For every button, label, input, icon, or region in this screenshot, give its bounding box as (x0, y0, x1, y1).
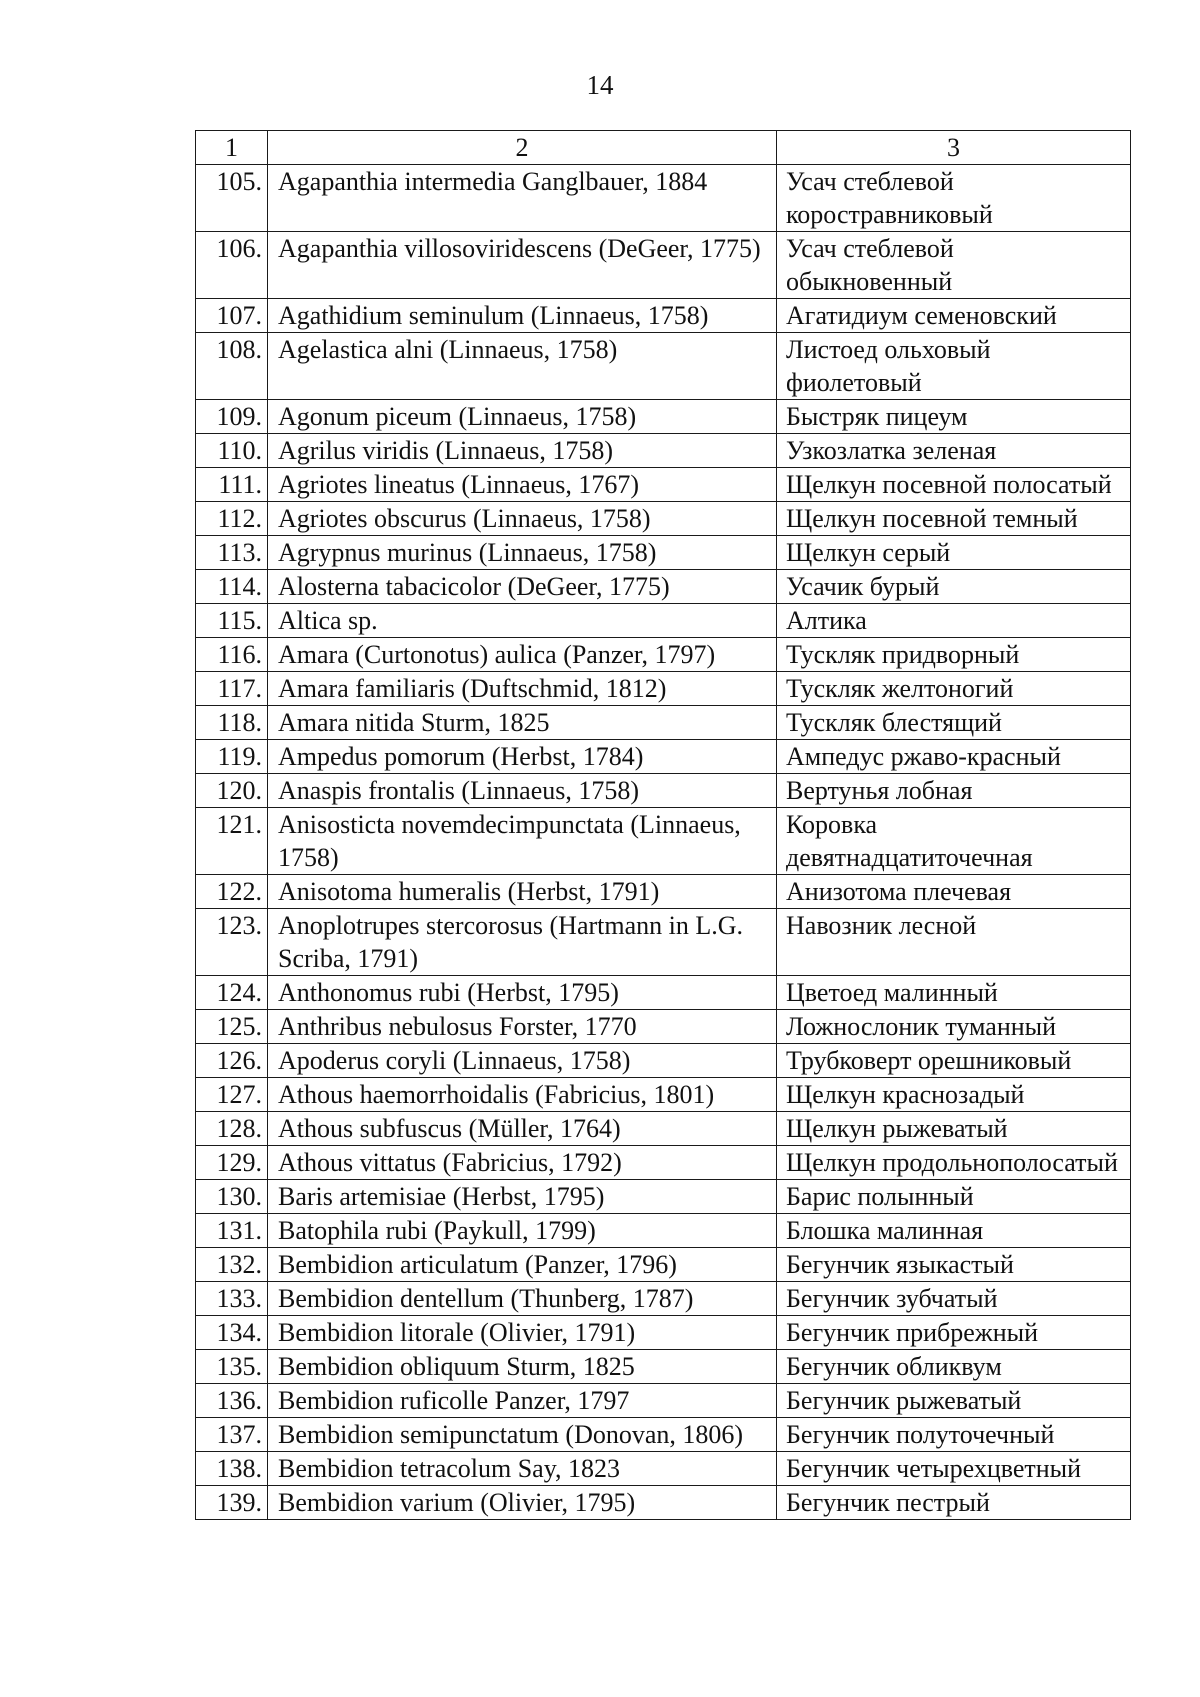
row-number: 115. (196, 604, 268, 638)
table-row (196, 1452, 1131, 1486)
row-number: 139. (196, 1486, 268, 1520)
table-row (196, 1214, 1131, 1248)
russian-name-cell: Трубковерт орешниковый (777, 1044, 1131, 1078)
table-row (196, 604, 1131, 638)
table-row (196, 232, 1131, 299)
russian-name-cell: Барис полынный (777, 1180, 1131, 1214)
latin-name-cell: Agathidium seminulum (Linnaeus, 1758) (268, 299, 777, 333)
column-header-russian-name: 3 (777, 131, 1131, 165)
russian-name-cell: Коровка девятнадцатиточечная (777, 808, 1131, 875)
column-header-latin-name: 2 (268, 131, 777, 165)
table-row (196, 299, 1131, 333)
table-row (196, 909, 1131, 976)
latin-name-cell: Athous subfuscus (Müller, 1764) (268, 1112, 777, 1146)
latin-name-cell: Agapanthia intermedia Ganglbauer, 1884 (268, 165, 777, 232)
latin-name-cell: Bembidion tetracolum Say, 1823 (268, 1452, 777, 1486)
russian-name-cell: Анизотома плечевая (777, 875, 1131, 909)
table-row (196, 1350, 1131, 1384)
table-row (196, 468, 1131, 502)
row-number: 106. (196, 232, 268, 299)
table-row (196, 1418, 1131, 1452)
russian-name-cell: Бегунчик прибрежный (777, 1316, 1131, 1350)
table-body (196, 165, 1131, 1520)
latin-name-cell: Bembidion articulatum (Panzer, 1796) (268, 1248, 777, 1282)
row-number: 124. (196, 976, 268, 1010)
row-number: 136. (196, 1384, 268, 1418)
table-row (196, 536, 1131, 570)
row-number: 133. (196, 1282, 268, 1316)
species-table (195, 130, 1131, 1520)
row-number: 108. (196, 333, 268, 400)
latin-name-cell: Baris artemisiae (Herbst, 1795) (268, 1180, 777, 1214)
row-number: 118. (196, 706, 268, 740)
russian-name-cell: Агатидиум семеновский (777, 299, 1131, 333)
table-row (196, 1282, 1131, 1316)
row-number: 127. (196, 1078, 268, 1112)
latin-name-cell: Anisotoma humeralis (Herbst, 1791) (268, 875, 777, 909)
row-number: 121. (196, 808, 268, 875)
russian-name-cell: Быстряк пицеум (777, 400, 1131, 434)
table-row (196, 976, 1131, 1010)
row-number: 123. (196, 909, 268, 976)
latin-name-cell: Ampedus pomorum (Herbst, 1784) (268, 740, 777, 774)
page-number: 14 (586, 70, 614, 100)
latin-name-cell: Apoderus coryli (Linnaeus, 1758) (268, 1044, 777, 1078)
latin-name-cell: Alosterna tabacicolor (DeGeer, 1775) (268, 570, 777, 604)
russian-name-cell: Бегунчик полуточечный (777, 1418, 1131, 1452)
table-row (196, 165, 1131, 232)
russian-name-cell: Тускляк придворный (777, 638, 1131, 672)
latin-name-cell: Anisosticta novemdecimpunctata (Linnaeus, 1758) (268, 808, 777, 875)
row-number: 117. (196, 672, 268, 706)
table-row (196, 1078, 1131, 1112)
table-row (196, 808, 1131, 875)
row-number: 110. (196, 434, 268, 468)
latin-name-cell: Agrypnus murinus (Linnaeus, 1758) (268, 536, 777, 570)
latin-name-cell: Amara familiaris (Duftschmid, 1812) (268, 672, 777, 706)
table-row (196, 1010, 1131, 1044)
russian-name-cell: Бегунчик рыжеватый (777, 1384, 1131, 1418)
table-row (196, 706, 1131, 740)
latin-name-cell: Amara (Curtonotus) aulica (Panzer, 1797) (268, 638, 777, 672)
latin-name-cell: Bembidion varium (Olivier, 1795) (268, 1486, 777, 1520)
table-row (196, 1112, 1131, 1146)
latin-name-cell: Anthonomus rubi (Herbst, 1795) (268, 976, 777, 1010)
latin-name-cell: Anaspis frontalis (Linnaeus, 1758) (268, 774, 777, 808)
latin-name-cell: Agriotes lineatus (Linnaeus, 1767) (268, 468, 777, 502)
russian-name-cell: Щелкун посевной полосатый (777, 468, 1131, 502)
table-row (196, 1486, 1131, 1520)
row-number: 138. (196, 1452, 268, 1486)
russian-name-cell: Щелкун посевной темный (777, 502, 1131, 536)
row-number: 114. (196, 570, 268, 604)
table-row (196, 434, 1131, 468)
latin-name-cell: Agrilus viridis (Linnaeus, 1758) (268, 434, 777, 468)
row-number: 111. (196, 468, 268, 502)
row-number: 128. (196, 1112, 268, 1146)
row-number: 116. (196, 638, 268, 672)
row-number: 131. (196, 1214, 268, 1248)
russian-name-cell: Вертунья лобная (777, 774, 1131, 808)
table-row (196, 875, 1131, 909)
latin-name-cell: Agonum piceum (Linnaeus, 1758) (268, 400, 777, 434)
latin-name-cell: Agriotes obscurus (Linnaeus, 1758) (268, 502, 777, 536)
row-number: 135. (196, 1350, 268, 1384)
russian-name-cell: Алтика (777, 604, 1131, 638)
russian-name-cell: Ложнослоник туманный (777, 1010, 1131, 1044)
russian-name-cell: Бегунчик пестрый (777, 1486, 1131, 1520)
row-number: 122. (196, 875, 268, 909)
russian-name-cell: Узкозлатка зеленая (777, 434, 1131, 468)
latin-name-cell: Agelastica alni (Linnaeus, 1758) (268, 333, 777, 400)
table-row (196, 333, 1131, 400)
russian-name-cell: Навозник лесной (777, 909, 1131, 976)
table-row (196, 638, 1131, 672)
latin-name-cell: Agapanthia villosoviridescens (DeGeer, 1775) (268, 232, 777, 299)
latin-name-cell: Bembidion dentellum (Thunberg, 1787) (268, 1282, 777, 1316)
row-number: 125. (196, 1010, 268, 1044)
row-number: 126. (196, 1044, 268, 1078)
table-header-row (196, 131, 1131, 165)
latin-name-cell: Athous haemorrhoidalis (Fabricius, 1801) (268, 1078, 777, 1112)
table-row (196, 1316, 1131, 1350)
table-row (196, 400, 1131, 434)
column-header-number: 1 (196, 131, 268, 165)
russian-name-cell: Цветоед малинный (777, 976, 1131, 1010)
russian-name-cell: Щелкун рыжеватый (777, 1112, 1131, 1146)
latin-name-cell: Bembidion litorale (Olivier, 1791) (268, 1316, 777, 1350)
russian-name-cell: Усач стеблевой обыкновенный (777, 232, 1131, 299)
table-row (196, 1384, 1131, 1418)
table-row (196, 502, 1131, 536)
russian-name-cell: Щелкун краснозадый (777, 1078, 1131, 1112)
latin-name-cell: Altica sp. (268, 604, 777, 638)
row-number: 134. (196, 1316, 268, 1350)
latin-name-cell: Bembidion obliquum Sturm, 1825 (268, 1350, 777, 1384)
russian-name-cell: Тускляк блестящий (777, 706, 1131, 740)
row-number: 132. (196, 1248, 268, 1282)
row-number: 120. (196, 774, 268, 808)
latin-name-cell: Bembidion semipunctatum (Donovan, 1806) (268, 1418, 777, 1452)
latin-name-cell: Bembidion ruficolle Panzer, 1797 (268, 1384, 777, 1418)
russian-name-cell: Тускляк желтоногий (777, 672, 1131, 706)
table-row (196, 570, 1131, 604)
table-row (196, 672, 1131, 706)
russian-name-cell: Щелкун продольнополосатый (777, 1146, 1131, 1180)
table-row (196, 740, 1131, 774)
table-row (196, 1180, 1131, 1214)
latin-name-cell: Athous vittatus (Fabricius, 1792) (268, 1146, 777, 1180)
table-row (196, 1248, 1131, 1282)
russian-name-cell: Бегунчик языкастый (777, 1248, 1131, 1282)
table-row (196, 774, 1131, 808)
table-row (196, 1044, 1131, 1078)
row-number: 105. (196, 165, 268, 232)
row-number: 109. (196, 400, 268, 434)
row-number: 119. (196, 740, 268, 774)
russian-name-cell: Бегунчик четырехцветный (777, 1452, 1131, 1486)
latin-name-cell: Batophila rubi (Paykull, 1799) (268, 1214, 777, 1248)
row-number: 113. (196, 536, 268, 570)
russian-name-cell: Бегунчик зубчатый (777, 1282, 1131, 1316)
row-number: 112. (196, 502, 268, 536)
row-number: 130. (196, 1180, 268, 1214)
row-number: 129. (196, 1146, 268, 1180)
russian-name-cell: Щелкун серый (777, 536, 1131, 570)
latin-name-cell: Anthribus nebulosus Forster, 1770 (268, 1010, 777, 1044)
row-number: 137. (196, 1418, 268, 1452)
russian-name-cell: Усач стеблевой коростравниковый (777, 165, 1131, 232)
russian-name-cell: Листоед ольховый фиолетовый (777, 333, 1131, 400)
russian-name-cell: Ампедус ржаво-красный (777, 740, 1131, 774)
row-number: 107. (196, 299, 268, 333)
latin-name-cell: Amara nitida Sturm, 1825 (268, 706, 777, 740)
russian-name-cell: Усачик бурый (777, 570, 1131, 604)
russian-name-cell: Бегунчик обликвум (777, 1350, 1131, 1384)
table-row (196, 1146, 1131, 1180)
latin-name-cell: Anoplotrupes stercorosus (Hartmann in L.G. Scriba, 1791) (268, 909, 777, 976)
russian-name-cell: Блошка малинная (777, 1214, 1131, 1248)
